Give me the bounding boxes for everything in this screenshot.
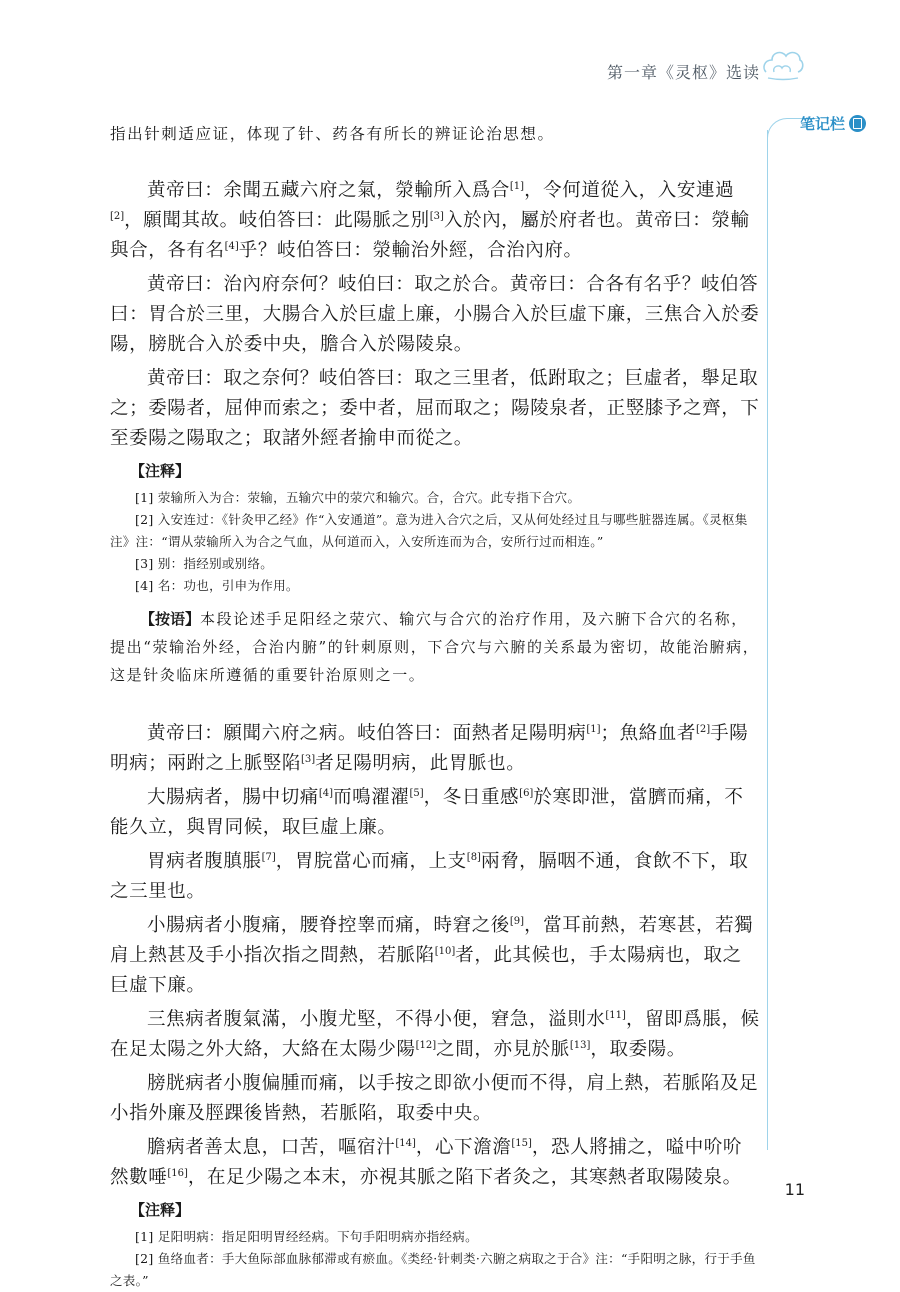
text-run: 者足陽明病，此胃脈也。 (315, 753, 526, 774)
classic-text-paragraph (110, 911, 760, 1001)
classic-text-paragraph (110, 783, 760, 843)
notes-label: 笔记栏 (800, 115, 846, 133)
page-number: 11 (784, 1180, 805, 1199)
main-content (110, 120, 760, 1292)
section-1-notes (110, 487, 760, 597)
footnote-marker: [13] (569, 1039, 591, 1051)
annotation-note: [2] 入安连过：《针灸甲乙经》作“入安通道”。意为进入合穴之后，又从何处经过且与哪些脏器连属。《灵枢集注》注：“谓从荥输所入为合之气血，从何道而入，入安所连而为合，安所行过而相连。” (110, 512, 748, 549)
notes-heading: 【注释】 (130, 1201, 191, 1219)
cloud-ornament-icon (760, 42, 805, 90)
footnote-marker: [2] (696, 723, 711, 735)
footnote-marker: [6] (519, 787, 534, 799)
text-run: 於寒即泄，當臍而痛，不能久立，與胃同候，取巨虛上廉。 (110, 787, 744, 838)
footnote-marker: [7] (261, 851, 276, 863)
text-run: ，留即爲脹，候在足太陽之外大絡，大絡在太陽少陽 (110, 1009, 760, 1060)
text-run: ；魚絡血者 (600, 723, 696, 744)
annotation-note: [1] 荥输所入为合：荥输，五输穴中的荥穴和输穴。合，合穴。此专指下合穴。 (135, 490, 581, 505)
footnote-marker: [4] (318, 787, 334, 799)
notes-heading: 【注释】 (130, 462, 191, 480)
notepad-icon (849, 115, 866, 132)
text-run: 黄帝曰：願聞六府之病。岐伯答曰：面熱者足陽明病 (147, 723, 587, 744)
annotation-note: [1] 足阳明病：指足阳明胃经经病。下句手阳明病亦指经病。 (135, 1229, 478, 1244)
text-run: 兩脅，膈咽不通，食飲不下，取之三里也。 (110, 851, 749, 902)
footnote-marker: [12] (415, 1039, 437, 1051)
text-run: ，取委陽。 (590, 1039, 686, 1060)
footnote-marker: [10] (434, 945, 456, 957)
chapter-title: 第一章《灵枢》选读 (606, 63, 760, 82)
text-run: 黄帝曰：治內府奈何？岐伯曰：取之於合。黄帝曰：合各有名乎？岐伯答曰：胃合於三里，大腸合入於巨虛上廉，小腸合入於巨虛下廉，三焦合入於委陽，膀胱合入於委中央，膽合入於陽陵泉。 (110, 274, 760, 355)
text-run: 手陽明病；兩跗之上脈竪陷 (110, 723, 749, 774)
section-2 (110, 719, 760, 1292)
sidebar-divider (767, 130, 768, 1150)
annotation-note: [4] 名：功也，引申为作用。 (135, 578, 299, 593)
classic-text-paragraph (110, 270, 760, 360)
footnote-marker: [8] (466, 851, 481, 863)
text-run: 黄帝曰：取之奈何？岐伯答曰：取之三里者，低跗取之；巨虛者，舉足取之；委陽者，屈伸而索之；委中者，屈而取之；陽陵泉者，正竪膝予之齊，下至委陽之陽取之；取諸外經者揄申而從之。 (110, 368, 760, 449)
text-run: 黄帝曰：余聞五藏六府之氣，滎輸所入爲合 (147, 180, 510, 201)
footnote-marker: [1] (509, 180, 525, 192)
footnote-marker: [2] (110, 210, 125, 222)
section-2-text (110, 719, 760, 1193)
footnote-marker: [3] (429, 210, 444, 222)
classic-text-paragraph (110, 719, 760, 779)
classic-text-paragraph (110, 364, 760, 454)
classic-text-paragraph (110, 1005, 760, 1065)
text-run: ，當耳前熱，若寒甚，若獨肩上熱甚及手小指次指之間熱，若脈陷 (110, 915, 754, 966)
section-1 (110, 176, 760, 689)
classic-text-paragraph (110, 1133, 760, 1193)
text-run: 胃病者腹䐜脹 (147, 851, 262, 872)
lead-sentence: 指出针刺适应证，体现了针、药各有所长的辨证论治思想。 (110, 125, 555, 143)
commentary-text: 本段论述手足阳经之荥穴、输穴与合穴的治疗作用，及六腑下合穴的名称，提出“荥输治外经，合治内腑”的针刺原则，下合穴与六腑的关系最为密切，故能治腑病，这是针灸临床所遵循的重要针治原则之一。 (110, 610, 760, 684)
text-run: 膽病者善太息，口苦，嘔宿汁 (147, 1137, 396, 1158)
commentary (110, 605, 760, 689)
text-run: 者，此其候也，手太陽病也，取之巨虛下廉。 (110, 945, 742, 996)
footnote-marker: [15] (511, 1137, 532, 1149)
text-run: ，恐人將捕之，嗌中吤吤然數唾 (110, 1137, 742, 1188)
text-run: ，冬日重感 (423, 787, 520, 808)
footnote-marker: [1] (586, 723, 601, 735)
footnote-marker: [4] (224, 240, 239, 252)
text-run: 大腸病者，腸中切痛 (147, 787, 319, 808)
footnote-marker: [14] (395, 1137, 416, 1149)
text-run: ，在足少陽之本末，亦視其脈之陷下者灸之，其寒熱者取陽陵泉。 (187, 1167, 742, 1188)
footnote-marker: [5] (409, 787, 424, 799)
footnote-marker: [3] (301, 753, 316, 765)
footnote-marker: [16] (167, 1167, 188, 1179)
section-1-text (110, 176, 760, 454)
text-run: 小腸病者小腹痛，腰脊控睾而痛，時窘之後 (147, 915, 510, 936)
text-run: 而鳴濯濯 (333, 787, 410, 808)
section-2-notes (110, 1226, 760, 1292)
classic-text-paragraph (110, 1069, 760, 1129)
text-run: ，令何道從入，入安連過 (524, 180, 735, 201)
annotation-note: [2] 鱼络血者：手大鱼际部血脉郁滞或有瘀血。《类经·针刺类·六腑之病取之于合》注：“手阳明之脉，行于手鱼之表。” (110, 1251, 756, 1288)
text-run: 三焦病者腹氣滿，小腹尤堅，不得小便，窘急，溢則水 (147, 1009, 606, 1030)
footnote-marker: [9] (509, 915, 525, 927)
text-run: 入於內，屬於府者也。黄帝曰：滎輸與合，各有名 (110, 210, 750, 261)
text-run: ，願聞其故。岐伯答曰：此陽脈之別 (124, 210, 430, 231)
classic-text-paragraph (110, 176, 760, 266)
notes-column-header (800, 113, 866, 134)
classic-text-paragraph (110, 847, 760, 907)
text-run: 乎？岐伯答曰：滎輸治外經，合治內府。 (238, 240, 583, 261)
annotation-note: [3] 别：指经别或别络。 (135, 556, 274, 571)
text-run: ，心下澹澹 (415, 1137, 512, 1158)
text-run: ，胃脘當心而痛，上支 (275, 851, 467, 872)
commentary-tag: 【按语】 (140, 610, 201, 628)
text-run: 之間，亦見於脈 (436, 1039, 570, 1060)
text-run: 膀胱病者小腹偏腫而痛，以手按之即欲小便而不得，肩上熱，若脈陷及足小指外廉及脛踝後皆熱，若脈陷，取委中央。 (110, 1073, 759, 1124)
footnote-marker: [11] (605, 1009, 626, 1021)
